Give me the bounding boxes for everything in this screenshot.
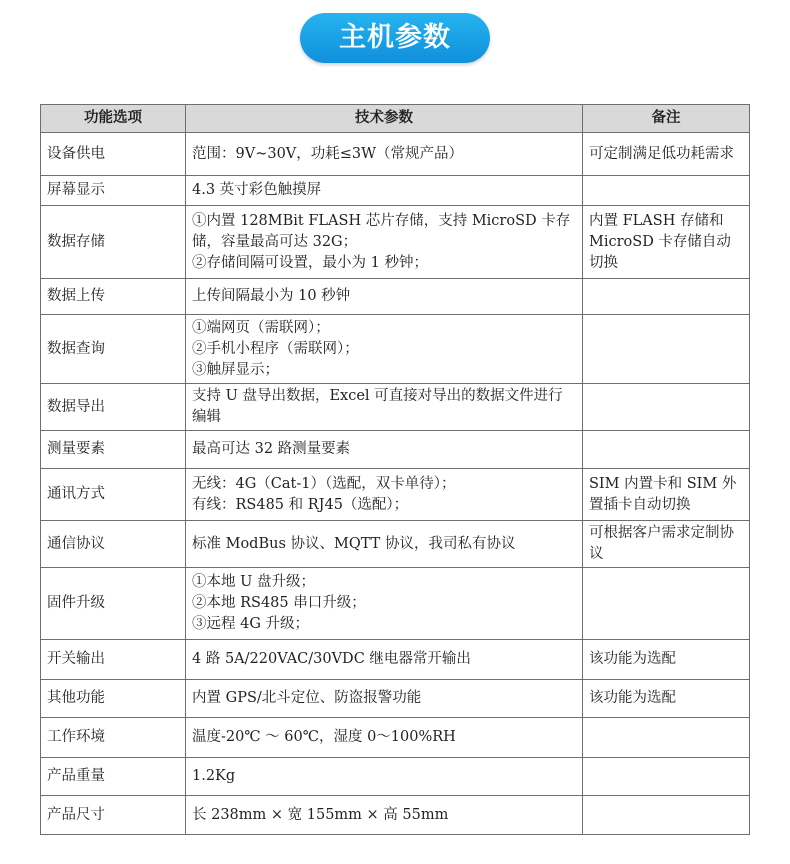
param-line: 支持 U 盘导出数据，Excel 可直接对导出的数据文件进行编辑 (192, 388, 563, 425)
note-text: SIM 内置卡和 SIM 外置插卡自动切换 (589, 475, 737, 513)
row-params (186, 758, 583, 796)
param-line: ③触屏显示； (192, 361, 279, 378)
row-note (583, 206, 750, 279)
row-name: 数据存储 (41, 206, 186, 279)
table-row (41, 640, 750, 680)
param-line: ①端网页（需联网）； (192, 319, 330, 336)
row-params (186, 176, 583, 206)
row-params (186, 796, 583, 835)
row-note (583, 521, 750, 568)
row-params (186, 279, 583, 315)
param-line: 温度-20℃ ～ 60℃，湿度 0～100%RH (192, 729, 456, 745)
row-note (583, 176, 750, 206)
row-params (186, 206, 583, 279)
row-name: 数据查询 (41, 315, 186, 384)
row-name: 开关输出 (41, 640, 186, 680)
table-row (41, 133, 750, 176)
param-line: 内置 GPS/北斗定位、防盗报警功能 (192, 690, 422, 706)
table-row (41, 718, 750, 758)
row-note (583, 133, 750, 176)
note-text: 该功能为选配 (589, 651, 676, 667)
row-params (186, 315, 583, 384)
row-name: 数据上传 (41, 279, 186, 315)
row-name: 通讯方式 (41, 469, 186, 521)
row-params (186, 521, 583, 568)
table-row (41, 315, 750, 384)
section-title-badge: 主机参数 (300, 13, 490, 63)
param-line: 长 238mm × 宽 155mm × 高 55mm (192, 806, 449, 823)
row-name: 屏幕显示 (41, 176, 186, 206)
table-row (41, 521, 750, 568)
row-name: 固件升级 (41, 568, 186, 640)
row-name: 其他功能 (41, 680, 186, 718)
param-line: ②手机小程序（需联网）； (192, 340, 359, 357)
param-line: 1.2Kg (192, 768, 236, 784)
row-note (583, 758, 750, 796)
row-note (583, 680, 750, 718)
row-name: 产品重量 (41, 758, 186, 796)
row-name: 测量要素 (41, 431, 186, 469)
row-name: 设备供电 (41, 133, 186, 176)
param-line: 有线：RS485 和 RJ45（选配）； (192, 496, 409, 513)
header-specs: 技术参数 (186, 105, 583, 133)
note-text: 该功能为选配 (589, 690, 676, 706)
table-row (41, 796, 750, 835)
table-row (41, 680, 750, 718)
note-text: 可根据客户需求定制协议 (589, 525, 734, 562)
row-params (186, 384, 583, 431)
spec-table (40, 104, 750, 835)
row-name: 产品尺寸 (41, 796, 186, 835)
row-note (583, 469, 750, 521)
param-line: ②本地 RS485 串口升级； (192, 595, 366, 611)
table-header-row (41, 105, 750, 133)
row-note (583, 431, 750, 469)
row-params (186, 469, 583, 521)
param-line: 上传间隔最小为 10 秒钟 (192, 288, 351, 304)
header-function: 功能选项 (41, 105, 186, 133)
row-note (583, 796, 750, 835)
row-params (186, 568, 583, 640)
table-row (41, 176, 750, 206)
row-name: 通信协议 (41, 521, 186, 568)
table-row (41, 206, 750, 279)
row-params (186, 640, 583, 680)
param-line: 标准 ModBus 协议、MQTT 协议，我司私有协议 (192, 535, 516, 552)
row-name: 数据导出 (41, 384, 186, 431)
table-row (41, 431, 750, 469)
note-text: 内置 FLASH 存储和 MicroSD 卡存储自动切换 (589, 212, 731, 271)
param-line: ③远程 4G 升级； (192, 616, 310, 632)
row-note (583, 384, 750, 431)
param-line: 无线：4G（Cat-1）（选配，双卡单待）； (192, 475, 456, 492)
header-notes: 备注 (583, 105, 750, 133)
param-line: 4.3 英寸彩色触摸屏 (192, 182, 322, 198)
param-line: ①内置 128MBit FLASH 芯片存储，支持 MicroSD 卡存储，容量最高可达 32G； (192, 212, 571, 250)
param-line: 4 路 5A/220VAC/30VDC 继电器常开输出 (192, 651, 471, 667)
param-line: 范围：9V~30V，功耗≤3W（常规产品） (192, 145, 464, 162)
table-row (41, 469, 750, 521)
row-params (186, 431, 583, 469)
table-row (41, 384, 750, 431)
row-note (583, 640, 750, 680)
row-params (186, 133, 583, 176)
table-row (41, 279, 750, 315)
table-row (41, 758, 750, 796)
row-params (186, 718, 583, 758)
row-note (583, 718, 750, 758)
param-line: ①本地 U 盘升级； (192, 574, 315, 590)
row-note (583, 568, 750, 640)
row-params (186, 680, 583, 718)
param-line: ②存储间隔可设置，最小为 1 秒钟； (192, 254, 428, 271)
table-row (41, 568, 750, 640)
row-note (583, 279, 750, 315)
param-line: 最高可达 32 路测量要素 (192, 441, 351, 457)
row-note (583, 315, 750, 384)
note-text: 可定制满足低功耗需求 (589, 145, 734, 162)
row-name: 工作环境 (41, 718, 186, 758)
